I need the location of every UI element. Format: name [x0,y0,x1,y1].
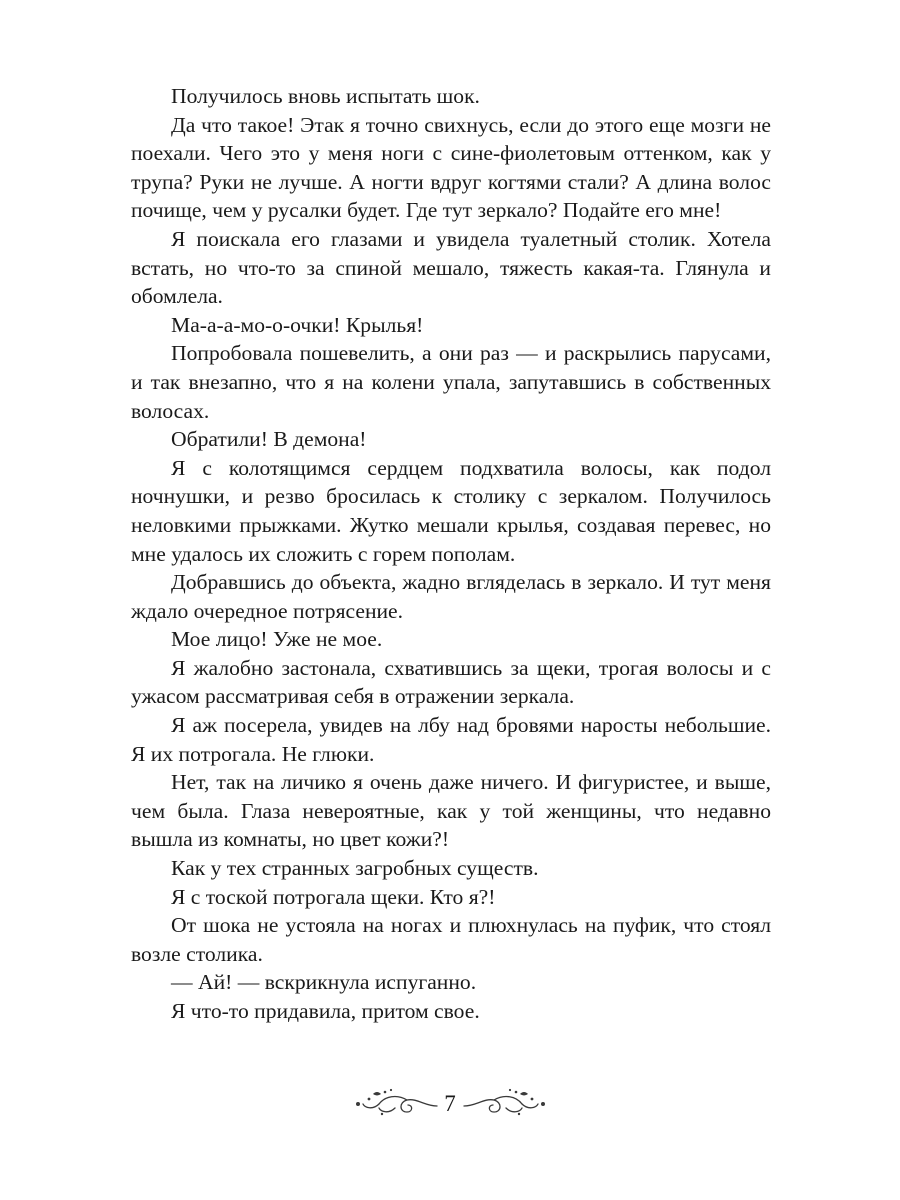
paragraph-9: Мое лицо! Уже не мое. [171,627,383,652]
paragraph-15: От шока не устояла на ногах и плюхнулась на пуфик, что стоял возле столика. [131,913,771,966]
paragraph-1: Получилось вновь испытать шок. [171,84,480,108]
floral-flourish-icon [462,1086,546,1125]
paragraph-7: Я с колотящимся сердцем подхватила волосы, как подол ночнушки, и резво бросилась к столику с зеркалом. Получилось неловкими прыжками. Жутко мешали крылья, создавая перевес, но мне удалось их сложить с горем пополам. [131,455,771,566]
paragraph-4: Ма-а-а-мо-о-очки! Крылья! [171,312,424,337]
page-number: 7 [444,1091,456,1116]
paragraph-11: Я аж посерела, увидев на лбу над бровями наросты небольшие. Я их потрогала. Не глюки. [131,713,771,766]
paragraph-13: Как у тех странных загробных существ. [171,856,539,881]
paragraph-10: Я жалобно застонала, схватившись за щеки, трогая волосы и с ужасом рассматривая себя в отражении зеркала. [131,655,771,709]
paragraph-16: — Ай! — вскрикнула испуганно. [171,970,477,995]
paragraph-8: Добравшись до объекта, жадно вгляделась в зеркало. И тут меня ждало очередное потрясение. [131,570,771,623]
paragraph-17: Я что-то придавила, притом свое. [171,999,480,1023]
paragraph-3: Я поискала его глазами и увидела туалетный столик. Хотела встать, но что-то за спиной мешало, тяжесть какая-та. Глянула и обомлела. [131,226,771,309]
body-text [131,82,771,1026]
paragraph-2: Да что такое! Этак я точно свихнусь, если до этого еще мозги не поехали. Чего это у меня ноги с сине-фиолетовым оттенком, как у трупа? Руки не лучше. А ногти вдруг когтями стали? А длина волос почище, чем у русалки будет. Где тут зеркало? Подайте его мне! [131,112,771,223]
paragraph-5: Попробовала пошевелить, а они раз — и раскрылись парусами, и так внезапно, что я на колени упала, запутавшись в собственных волосах. [131,341,771,423]
page-footer [0,1086,900,1126]
floral-flourish-icon [355,1086,439,1125]
paragraph-6: Обратили! В демона! [171,427,367,452]
paragraph-14: Я с тоской потрогала щеки. Кто я?! [171,884,496,909]
paragraph-12: Нет, так на личико я очень даже ничего. И фигуристее, и выше, чем была. Глаза невероятные, как у той женщины, что недавно вышла из комнаты, но цвет кожи?! [131,770,771,852]
